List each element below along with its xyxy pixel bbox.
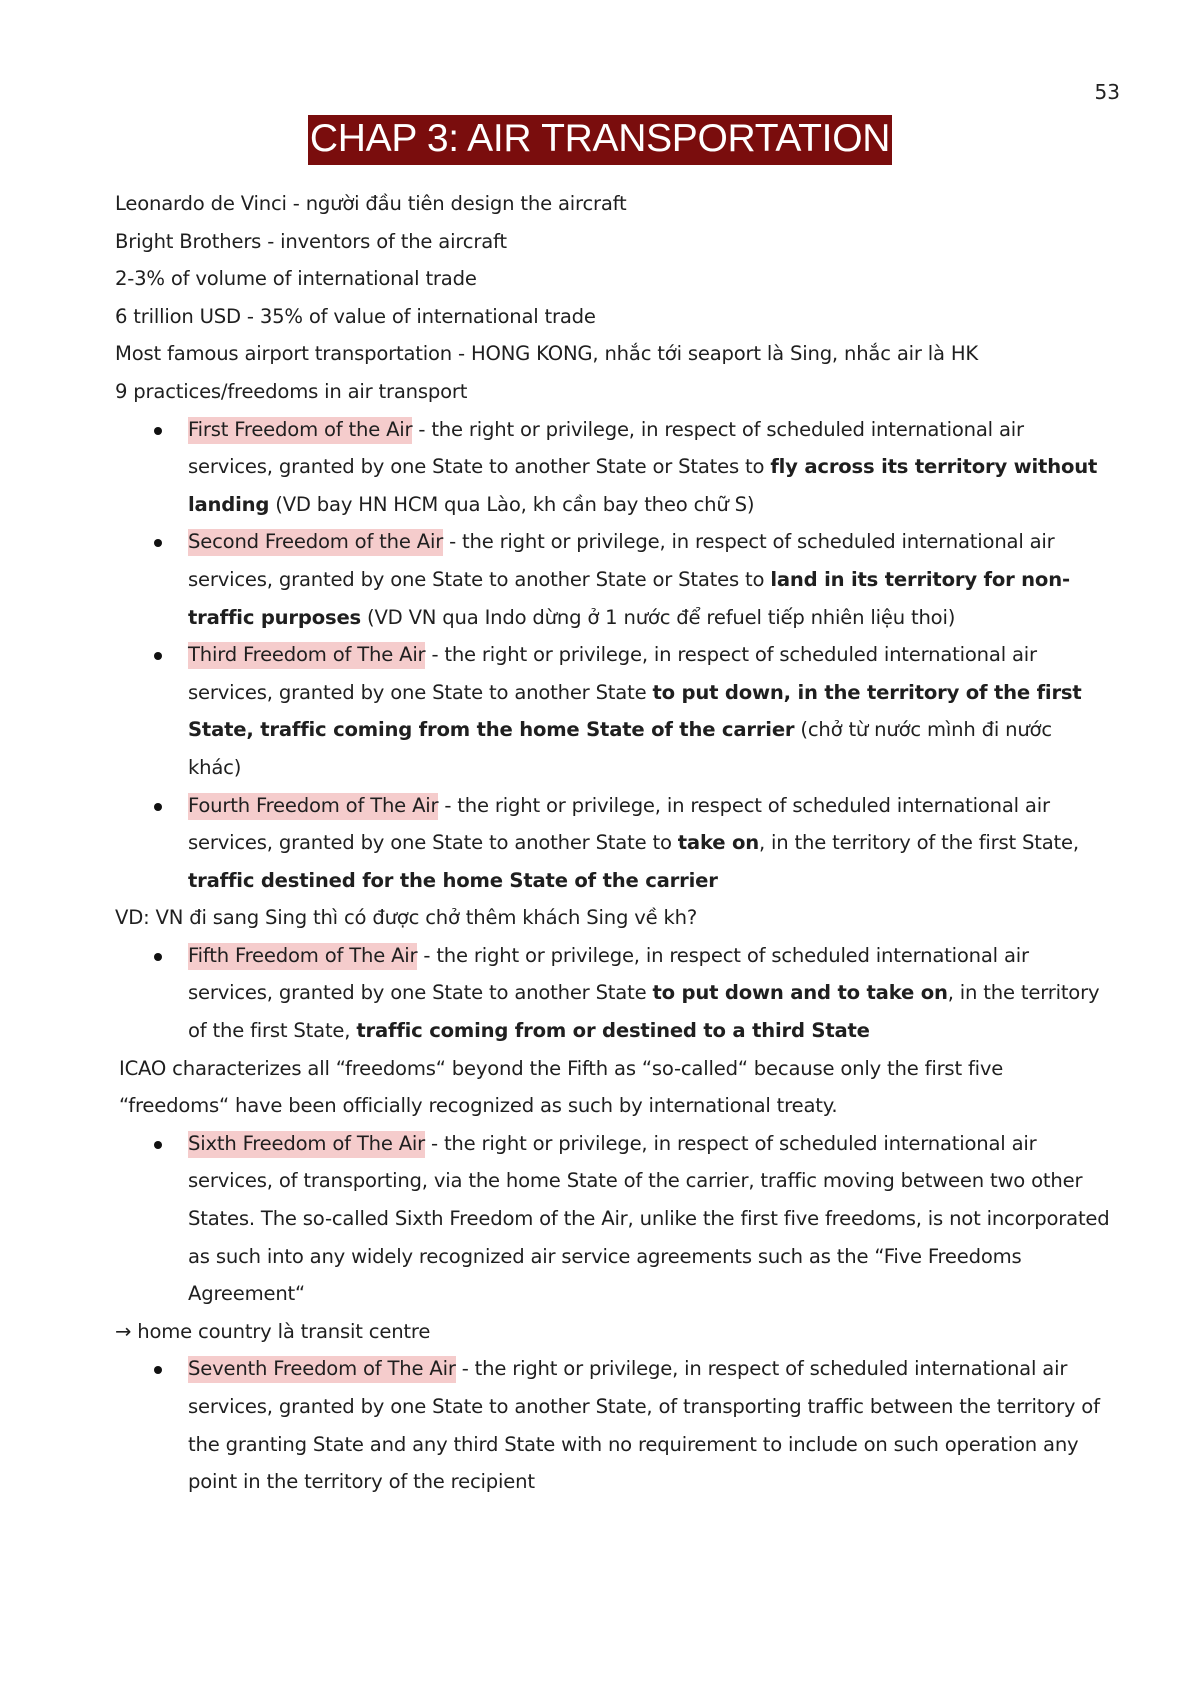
freedom-note: (chở từ nước mình đi nước khác) <box>188 718 1052 779</box>
freedoms-list-3 <box>115 1125 1110 1313</box>
freedom-text: - the right or privilege, in respect of scheduled international air services, granted by one State to another State or States to <box>188 530 1055 591</box>
freedom-bold-text: traffic destined for the home State of the carrier <box>188 868 718 892</box>
freedom-name-highlight: First Freedom of the Air <box>188 417 412 444</box>
freedom-text: , in the territory of the first State, <box>758 831 1079 855</box>
freedom-name-highlight: Fourth Freedom of The Air <box>188 793 438 820</box>
document-body <box>115 185 1110 1501</box>
freedom-bold-text: to put down, in the territory of the first State, traffic coming from the home State of the carrier <box>188 680 1082 742</box>
freedom-text: , in the territory of the first State, <box>188 981 1100 1043</box>
freedoms-list-2 <box>115 937 1110 1050</box>
freedom-name-highlight: Second Freedom of the Air <box>188 529 443 556</box>
icao-note: ICAO characterizes all “freedoms“ beyond the Fifth as “so-called“ because only the first five “freedoms“ have been officially recognized as such by international treaty. <box>119 1056 1004 1118</box>
freedom-bold-text: to put down and to take on <box>652 981 948 1005</box>
freedom-text: - the right or privilege, in respect of scheduled international air services, granted by one State to another State to <box>188 793 1050 855</box>
chapter-title: CHAP 3: AIR TRANSPORTATION <box>308 115 892 165</box>
freedom-note: (VD bay HN HCM qua Lào, kh cần bay theo chữ S) <box>269 492 755 516</box>
intro-line-2: Bright Brothers - inventors of the aircraft <box>115 229 507 253</box>
sixth-freedom-note: → home country là transit centre <box>115 1319 431 1343</box>
page-number: 53 <box>1094 80 1120 104</box>
freedom-text: - the right or privilege, in respect of scheduled international air services, granted by one State to another State, of transporting traffic between the territory of the granting State and any third State with no requirement to include on such operation any point in the territory of the recipient <box>188 1357 1100 1494</box>
intro-line-1: Leonardo de Vinci - người đầu tiên design the aircraft <box>115 192 627 215</box>
title-container <box>0 115 1200 165</box>
freedom-text: - the right or privilege, in respect of scheduled international air services, granted by one State to another State <box>188 643 1037 704</box>
freedoms-list-4 <box>115 1350 1110 1500</box>
freedom-bold-text: take on <box>677 831 759 855</box>
freedom-text: - the right or privilege, in respect of scheduled international air services, granted by one State to another State or States to <box>188 417 1024 479</box>
list-item-first-freedom <box>115 411 1110 524</box>
list-item-fifth-freedom <box>115 937 1110 1050</box>
list-item-third-freedom <box>115 636 1110 786</box>
intro-line-5: Most famous airport transportation - HONG KONG, nhắc tới seaport là Sing, nhắc air là HK <box>115 342 979 366</box>
freedom-text: - the right or privilege, in respect of scheduled international air services, of transporting, via the home State of the carrier, traffic moving between two other States. The so-called Sixth Freedom of the Air, unlike the first five freedoms, is not incorporated as such into any widely recognized air service agreements such as the “Five Freedoms Agreement“ <box>188 1131 1110 1306</box>
freedom-note: (VD VN qua Indo dừng ở 1 nước để refuel tiếp nhiên liệu thoi) <box>361 605 956 629</box>
intro-line-3: 2-3% of volume of international trade <box>115 267 477 291</box>
list-item-seventh-freedom <box>115 1350 1110 1500</box>
list-item-second-freedom <box>115 523 1110 636</box>
intro-line-4: 6 trillion USD - 35% of value of international trade <box>115 304 596 328</box>
list-item-sixth-freedom <box>115 1125 1110 1313</box>
freedoms-list-1 <box>115 411 1110 900</box>
freedom-name-highlight: Third Freedom of The Air <box>188 642 425 669</box>
freedom-name-highlight: Fifth Freedom of The Air <box>188 943 417 970</box>
freedom-bold-text: fly across its territory without landing <box>188 455 1098 516</box>
list-item-fourth-freedom <box>115 787 1110 900</box>
intro-line-6: 9 practices/freedoms in air transport <box>115 379 468 403</box>
freedom-text: - the right or privilege, in respect of scheduled international air services, granted by one State to another State <box>188 943 1029 1005</box>
fourth-freedom-note: VD: VN đi sang Sing thì có được chở thêm khách Sing về kh? <box>115 906 698 930</box>
freedom-name-highlight: Sixth Freedom of The Air <box>188 1131 425 1158</box>
freedom-name-highlight: Seventh Freedom of The Air <box>188 1356 456 1383</box>
freedom-bold-text: traffic coming from or destined to a third State <box>356 1019 870 1043</box>
freedom-bold-text: land in its territory for non-traffic purposes <box>188 567 1070 629</box>
